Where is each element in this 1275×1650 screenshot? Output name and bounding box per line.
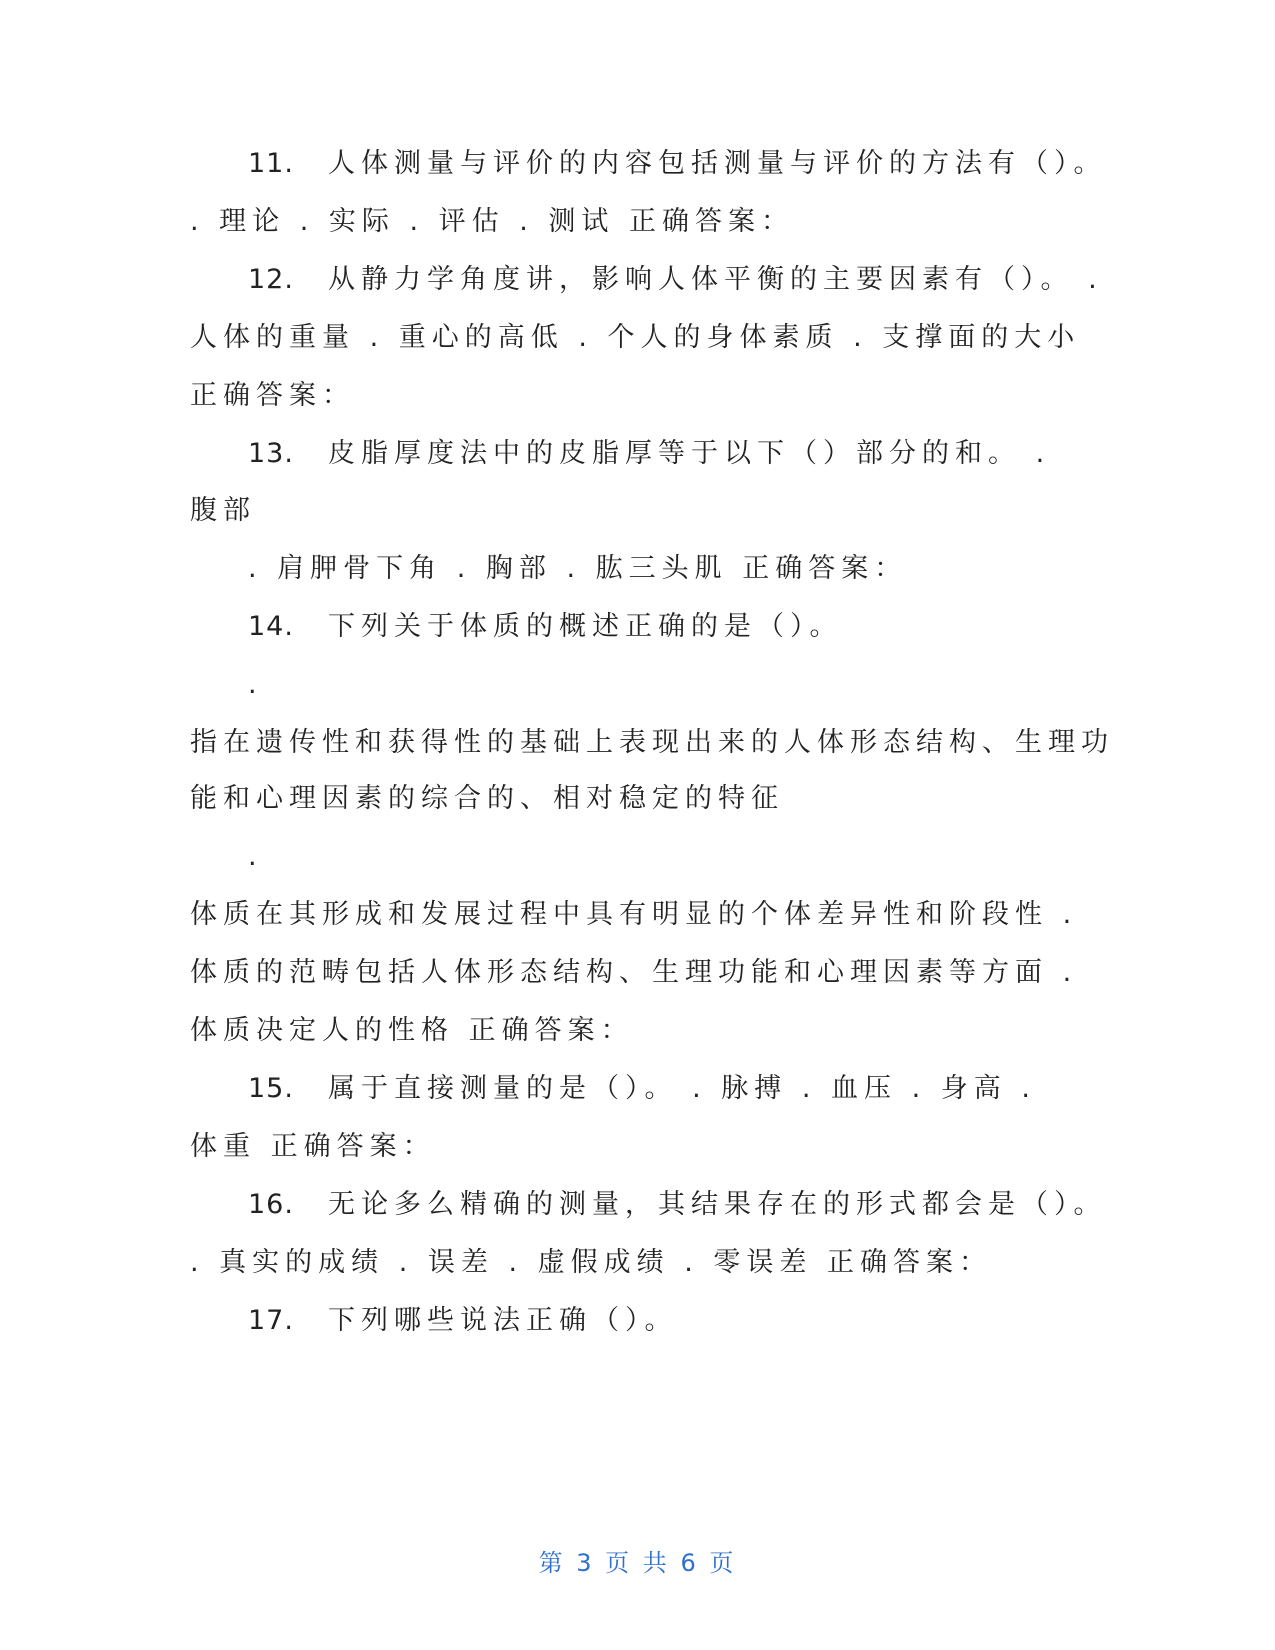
question-text: 人体测量与评价的内容包括测量与评价的方法有（）。 bbox=[328, 148, 1107, 179]
question-text: 无论多么精确的测量，其结果存在的形式都会是（）。 bbox=[328, 1189, 1107, 1220]
question-number: 14. bbox=[248, 611, 294, 642]
question-text: 下列关于体质的概述正确的是（）。 bbox=[328, 611, 843, 642]
question-13-options: . 肩胛骨下角 . 胸部 . 肱三头肌 正确答案： bbox=[248, 553, 908, 584]
question-number: 13. bbox=[248, 438, 294, 469]
page-footer: 第 3 页 共 6 页 bbox=[538, 1549, 737, 1577]
question-16-options: . 真实的成绩 . 误差 . 虚假成绩 . 零误差 正确答案： bbox=[190, 1247, 992, 1278]
question-13-option-a: 腹部 bbox=[190, 495, 256, 526]
question-number: 12. bbox=[248, 264, 294, 295]
question-11-options: . 理论 . 实际 . 评估 . 测试 正确答案： bbox=[190, 206, 794, 237]
question-11 bbox=[248, 147, 1107, 181]
question-text: 从静力学角度讲，影响人体平衡的主要因素有（）。 . bbox=[328, 264, 1103, 295]
option-marker: . bbox=[248, 669, 263, 700]
option-marker: . bbox=[248, 841, 263, 872]
question-16 bbox=[248, 1188, 1107, 1222]
question-14-option-b: 体质在其形成和发展过程中具有明显的个体差异性和阶段性 . bbox=[190, 899, 1078, 930]
question-number: 17. bbox=[248, 1305, 294, 1336]
question-17 bbox=[248, 1304, 678, 1338]
question-12-options: 人体的重量 . 重心的高低 . 个人的身体素质 . 支撑面的大小 bbox=[190, 322, 1081, 353]
question-14-option-a-line1: 指在遗传性和获得性的基础上表现出来的人体形态结构、生理功 bbox=[190, 727, 1114, 758]
question-number: 16. bbox=[248, 1189, 294, 1220]
question-14-option-d: 体质决定人的性格 正确答案： bbox=[190, 1015, 634, 1046]
question-text: 属于直接测量的是（）。 . 脉搏 . 血压 . 身高 . bbox=[328, 1073, 1036, 1104]
question-14-option-a-line2: 能和心理因素的综合的、相对稳定的特征 bbox=[190, 783, 784, 814]
question-12-answer: 正确答案： bbox=[190, 380, 355, 411]
question-14 bbox=[248, 610, 843, 644]
question-12 bbox=[248, 263, 1103, 297]
question-text: 皮脂厚度法中的皮脂厚等于以下（）部分的和。 . bbox=[328, 438, 1051, 469]
question-number: 11. bbox=[248, 148, 294, 179]
question-text: 下列哪些说法正确（）。 bbox=[328, 1305, 678, 1336]
question-14-option-c: 体质的范畴包括人体形态结构、生理功能和心理因素等方面 . bbox=[190, 957, 1078, 988]
question-15 bbox=[248, 1072, 1036, 1106]
question-13 bbox=[248, 437, 1050, 471]
question-number: 15. bbox=[248, 1073, 294, 1104]
question-15-options: 体重 正确答案： bbox=[190, 1131, 436, 1162]
